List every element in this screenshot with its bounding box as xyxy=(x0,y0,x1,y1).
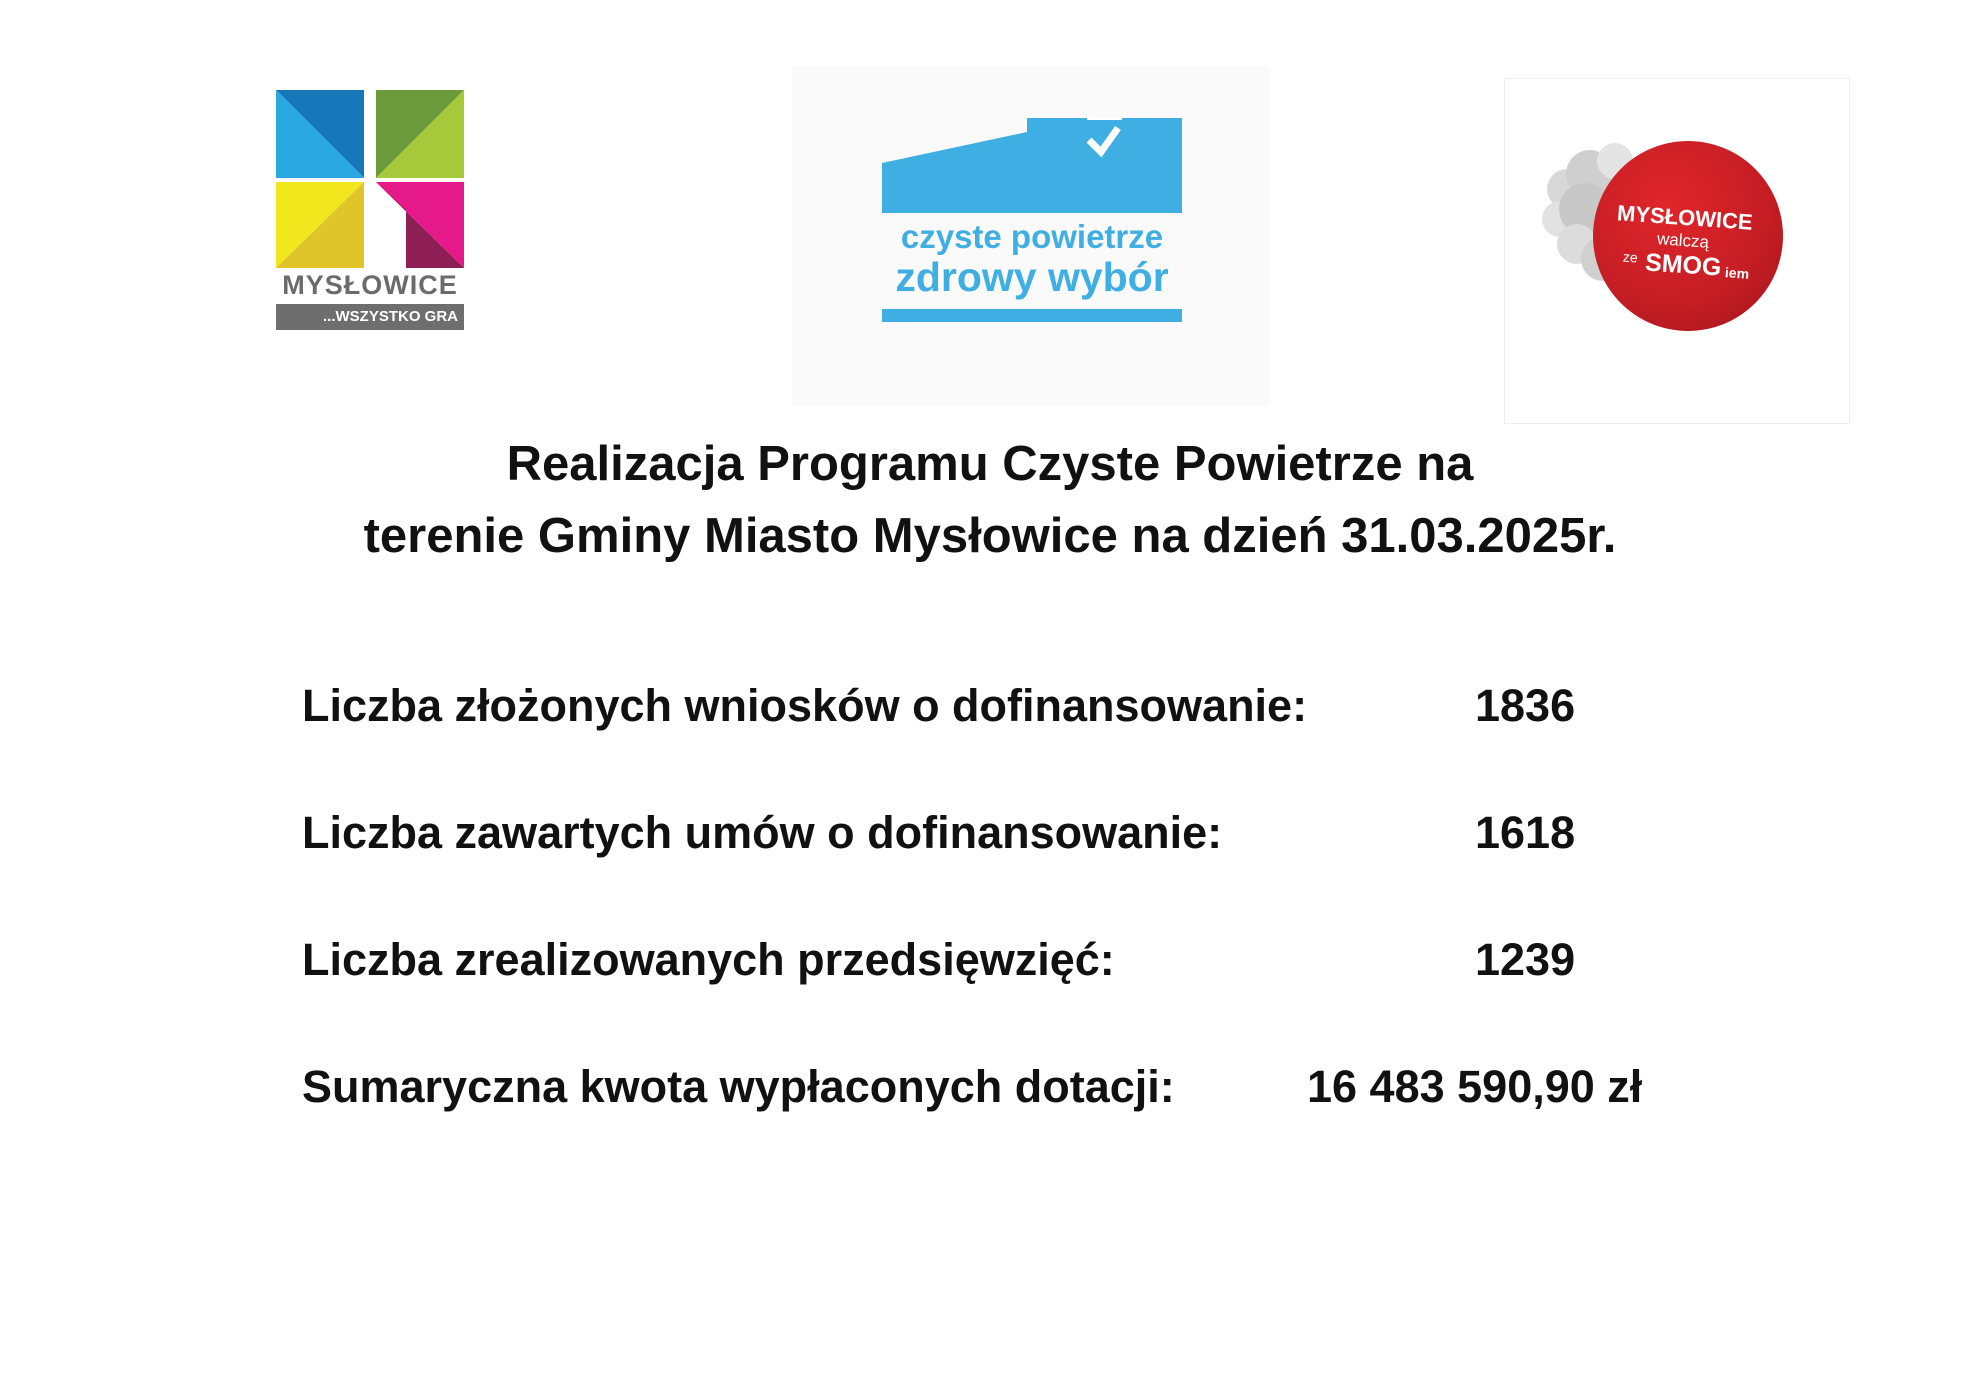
stat-row-contracts xyxy=(302,807,1722,867)
stat-label: Sumaryczna kwota wypłaconych dotacji: xyxy=(302,1061,1175,1112)
smog-logo-line3: SMOG xyxy=(1644,248,1723,282)
title-line-1: Realizacja Programu Czyste Powietrze na xyxy=(506,437,1474,491)
stat-label: Liczba zawartych umów o dofinansowanie: xyxy=(302,807,1223,858)
stat-row-total-amount xyxy=(302,1061,1722,1121)
myslowice-m-emblem-icon xyxy=(276,90,464,268)
smog-logo-suffix: iem xyxy=(1724,264,1750,282)
czyste-powietrze-underline xyxy=(882,309,1182,322)
myslowice-brand-text: MYSŁOWICE xyxy=(282,270,458,300)
stat-value: 1836 xyxy=(1475,680,1576,731)
stat-value: 1239 xyxy=(1475,934,1576,985)
smog-logo-prefix: ze xyxy=(1622,248,1639,266)
stat-row-applications xyxy=(302,680,1722,740)
myslowice-slogan: ...WSZYSTKO GRA xyxy=(276,304,464,330)
smog-logo-line1: MYSŁOWICE xyxy=(1616,200,1754,235)
house-check-icon xyxy=(882,118,1182,213)
smog-logo-line2: walczą xyxy=(1656,229,1710,252)
stat-value: 1618 xyxy=(1475,807,1576,858)
smog-logo xyxy=(1504,78,1850,424)
czyste-powietrze-line2: zdrowy wybór xyxy=(895,254,1169,300)
myslowice-logo xyxy=(276,90,464,332)
page-title xyxy=(200,428,1780,572)
czyste-powietrze-line1: czyste powietrze xyxy=(900,218,1164,255)
title-line-2: terenie Gminy Miasto Mysłowice na dzień 31.03.2025r. xyxy=(363,509,1617,563)
stat-label: Liczba złożonych wniosków o dofinansowanie: xyxy=(302,680,1308,731)
stat-value: 16 483 590,90 zł xyxy=(1307,1061,1643,1112)
czyste-powietrze-logo xyxy=(882,118,1182,328)
stat-row-completed xyxy=(302,934,1722,994)
stat-label: Liczba zrealizowanych przedsięwzięć: xyxy=(302,934,1115,985)
